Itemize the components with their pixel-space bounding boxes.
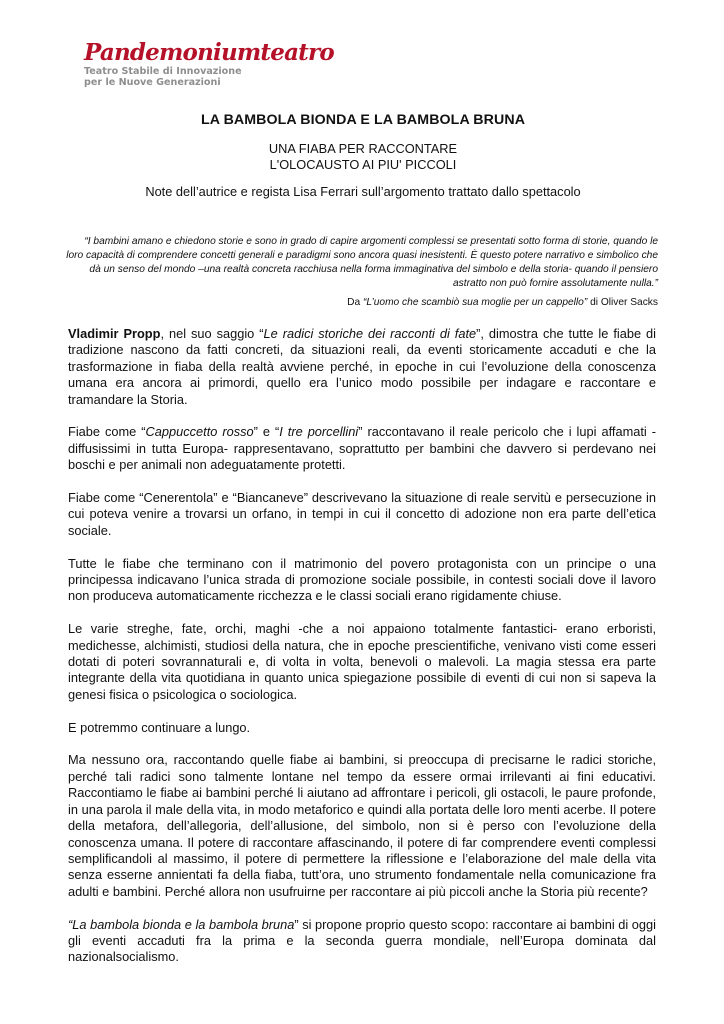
paragraph-8 — [68, 917, 656, 966]
paragraph-2-text-a: Fiabe come “ — [68, 424, 146, 440]
subtitle-line-2: L'OLOCAUSTO AI PIU' PICCOLI — [269, 157, 457, 172]
show-title: “La bambola bionda e la bambola bruna — [68, 916, 295, 932]
paragraph-1 — [68, 326, 656, 408]
fairytale-title-1: Cappuccetto rosso — [145, 424, 254, 440]
paragraph-8-text: ” si propone proprio questo scopo: raccontare ai bambini di oggi gli eventi accaduti fra la prima e la seconda guerra mondiale, nell’Europa dominata dal nazionalsocialismo. — [68, 916, 656, 965]
paragraph-7: Ma nessuno ora, raccontando quelle fiabe ai bambini, si preoccupa di precisarne le radici storiche, perché tali radici sono talmente lontane nel tempo da essere ormai irrilevanti ai fini educativi. Raccontiamo le fiabe ai bambini perché li aiutano ad affrontare i pericoli, gli ostacoli, le paure profonde, in una parola il male della vita, in modo metaforico e quindi alla portata delle loro menti acerbe. Il potere della metafora, dell’allegoria, dell’allusione, del simbolo, non si è perso con l’evoluzione della conoscenza umana. Il potere di raccontare affascinando, il potere di far comprendere eventi complessi semplificandoli al massimo, il potere di permettere la riflessione e l’elaborazione del male della vita senza esserne annientati fa della fiaba, tutt’ora, uno strumento fondamentale nella comunicazione fra adulti e bambini. Perché allora non usufruirne per raccontare ai più piccoli anche la Storia più recente? — [68, 752, 656, 899]
document-title: LA BAMBOLA BIONDA E LA BAMBOLA BRUNA — [200, 112, 526, 128]
body-text — [68, 326, 656, 982]
source-author: di Oliver Sacks — [587, 297, 658, 308]
fairytale-title-2: I tre porcellini — [279, 424, 359, 440]
propp-name: Vladimir Propp — [68, 326, 161, 341]
logo-tagline-1: Teatro Stabile di Innovazione — [84, 66, 242, 77]
pandemonium-logo — [84, 39, 334, 88]
paragraph-1-text-a: , nel suo saggio “ — [160, 326, 264, 341]
epigraph-quote: “I bambini amano e chiedono storie e sono in grado di capire argomenti complessi se presentati sotto forma di storie, quando le loro capacità di comprendere concetti generali e paradigmi sono ancora quasi inesistenti. È questo potere narrativo e simbolico che dà un senso del mondo –una realtà concreta racchiusa nella forma immaginativa del simbolo e della storia- quando il pensiero astratto non può fornire assolutamente nulla.” — [66, 236, 658, 289]
paragraph-1-text-b: ”, dimostra che tutte le fiabe di tradizione nascono da fatti concreti, da situazioni reali, da eventi storicamente accaduti e che la trasformazione in fiaba della realtà avviene perché, in epoche in cui l’evoluzione della conoscenza umana era ancora ai primordi, quello era l’unico modo possibile per indagare e raccontare e tramandare la Storia. — [68, 326, 656, 407]
propp-essay-title: Le radici storiche dei racconti di fate — [263, 326, 477, 341]
document-subtitle — [70, 141, 656, 173]
logo-wordmark: Pandemoniumteatro — [84, 39, 334, 66]
source-book-title: “L’uomo che scambiò sua moglie per un cappello” — [362, 297, 588, 308]
logo-tagline-2: per le Nuove Generazioni — [84, 77, 221, 88]
paragraph-2-text-c: ” raccontavano il reale pericolo che i lupi affamati -diffusissimi in tutta Europa- rappresentavano, soprattutto per bambini che davvero si perdevano nei boschi e per animali non adeguatamente protetti. — [68, 424, 656, 473]
subtitle-line-1: UNA FIABA PER RACCONTARE — [268, 141, 458, 156]
quote-source — [66, 297, 658, 308]
paragraph-3: Fiabe come “Cenerentola” e “Biancaneve” descrivevano la situazione di reale servitù e persecuzione in cui poteva venire a trovarsi un orfano, in tempi in cui il concetto di adozione non era parte dell’etica sociale. — [68, 490, 656, 538]
paragraph-2 — [68, 424, 656, 473]
source-prefix: Da — [347, 297, 363, 308]
paragraph-6: E potremmo continuare a lungo. — [68, 719, 251, 735]
paragraph-4: Tutte le fiabe che terminano con il matrimonio del povero protagonista con un principe o una principessa indicavano l’unica strada di promozione sociale possibile, in contesti sociali dove il lavoro non produceva automaticamente ricchezza e le classi sociali erano rigidamente chiuse. — [68, 555, 656, 604]
paragraph-2-text-b: ” e “ — [253, 424, 280, 440]
paragraph-5: Le varie streghe, fate, orchi, maghi -che a noi appaiono totalmente fantastici- erano erboristi, medichesse, alchimisti, studiosi della natura, che in epoche prescientifiche, venivano visti come esseri dotati di poteri sovrannaturali e, di volta in volta, benevoli o malevoli. La magia stessa era parte integrante della vita quotidiana in quanto unica spiegazione possibile di eventi di cui non si sapeva la genesi fisica o psicologica o sociologica. — [68, 621, 656, 702]
notes-heading: Note dell’autrice e regista Lisa Ferrari sull’argomento trattato dallo spettacolo — [145, 184, 581, 199]
